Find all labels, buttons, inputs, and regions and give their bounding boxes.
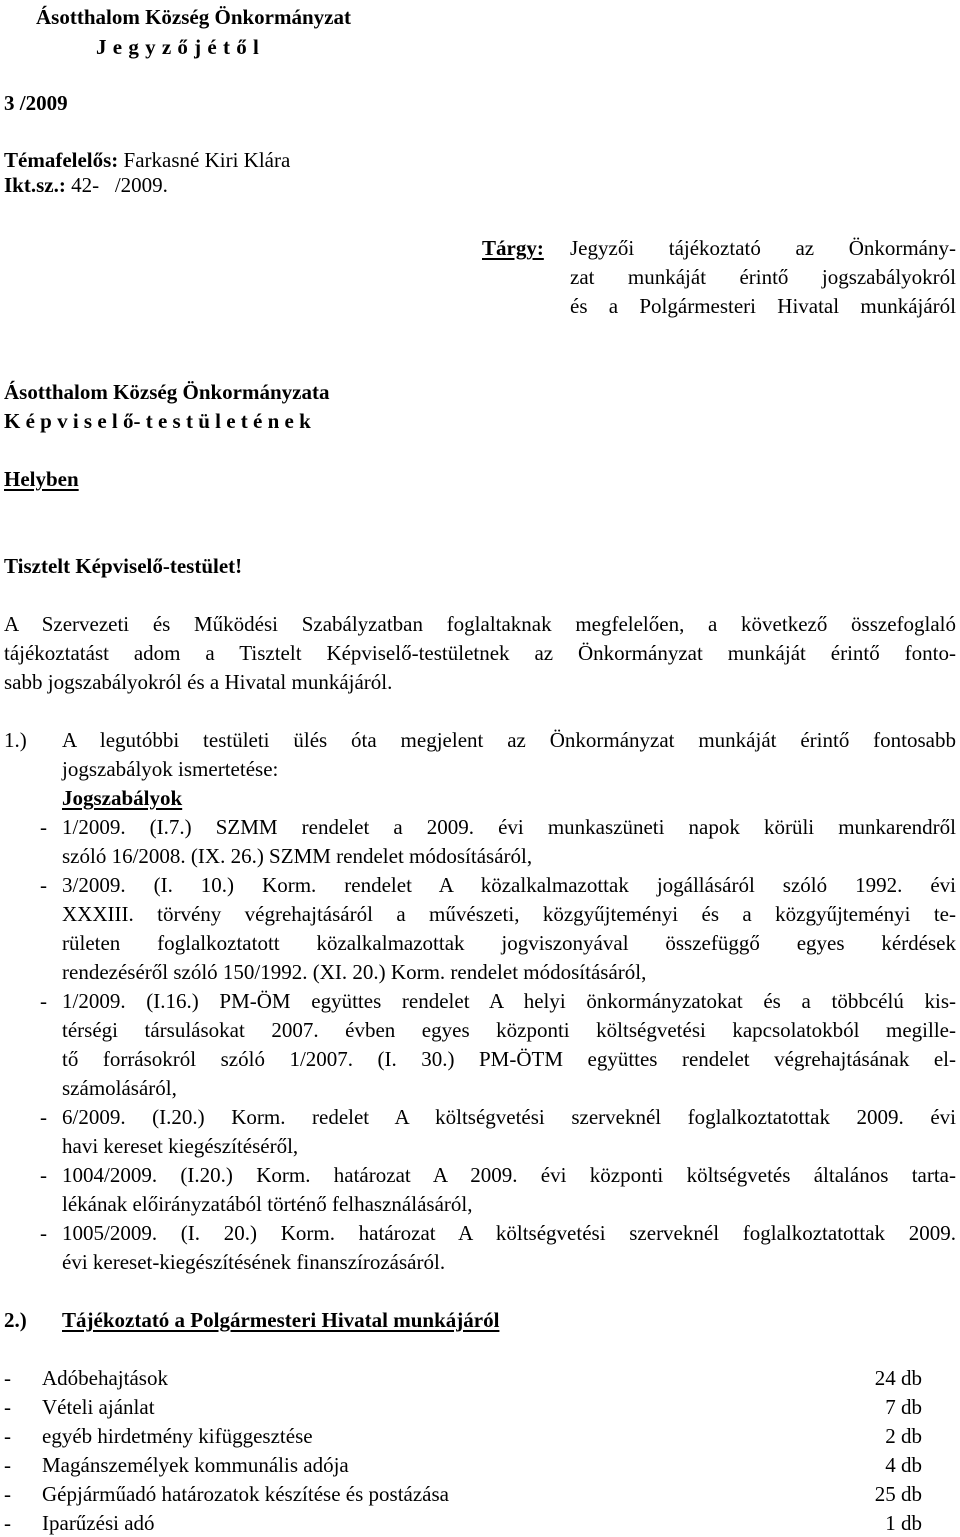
subject-line: zat munkáját érintő jogszabályokról: [570, 265, 956, 289]
work-item-label: Iparűzési adó: [42, 1511, 155, 1535]
list-item: 1/2009. (I.7.) SZMM rendelet a 2009. évi munkaszüneti napok körüli munkarendről: [62, 815, 956, 839]
list-bullet: -: [40, 815, 47, 839]
list-item: tő forrásokról szóló 1/2007. (I. 30.) PM-ÖTM együttes rendelet végrehajtásának el-: [62, 1047, 956, 1071]
list-item: 1/2009. (I.16.) PM-ÖM együttes rendelet A helyi önkormányzatokat és a többcélú kis-: [62, 989, 956, 1013]
section-2-number: 2.): [4, 1308, 27, 1332]
list-bullet: -: [4, 1482, 11, 1506]
list-item: rendezéséről szóló 150/1992. (XI. 20.) Korm. rendelet módosításáról,: [62, 960, 647, 984]
responsible-name: Farkasné Kiri Klára: [123, 148, 291, 172]
list-item: évi kereset-kiegészítésének finanszírozásáról.: [62, 1250, 446, 1274]
list-item: szóló 16/2008. (IX. 26.) SZMM rendelet módosításáról,: [62, 844, 533, 868]
work-item-label: Adóbehajtások: [42, 1366, 168, 1390]
list-bullet: -: [4, 1395, 11, 1419]
list-item: havi kereset kiegészítéséről,: [62, 1134, 299, 1158]
list-item: rületen foglalkoztatott közalkalmazottak jogviszonyával összefüggő egyes kérdések: [62, 931, 956, 955]
list-item: számolásáról,: [62, 1076, 177, 1100]
list-item: 1005/2009. (I. 20.) Korm. határozat A költségvetési szerveknél foglalkoztatottak 2009.: [62, 1221, 956, 1245]
work-item-label: Vételi ajánlat: [42, 1395, 155, 1419]
responsible-person: [4, 147, 290, 173]
list-bullet: -: [4, 1511, 11, 1535]
responsible-label: Témafelelős:: [4, 148, 119, 172]
intro-line: sabb jogszabályokról és a Hivatal munkájáról.: [4, 670, 393, 694]
work-item-label: Gépjárműadó határozatok készítése és postázása: [42, 1482, 449, 1506]
list-bullet: -: [4, 1453, 11, 1477]
document-number: 3 /2009: [4, 91, 68, 115]
section-1-title: jogszabályok ismertetése:: [62, 757, 279, 781]
list-item: lékának előirányzatából történő felhasználásáról,: [62, 1192, 473, 1216]
intro-line: tájékoztatást adom a Tisztelt Képviselő-testületnek az Önkormányzat munkáját érintő fonto-: [4, 641, 956, 665]
from-clerk: J e g y z ő j é t ő l: [96, 35, 260, 59]
work-item-count: 2 db: [885, 1424, 922, 1448]
section-1-title: A legutóbbi testületi ülés óta megjelent az Önkormányzat munkáját érintő fontosabb: [62, 728, 956, 752]
addressee-line: Ásotthalom Község Önkormányzata: [4, 380, 330, 404]
section-1-subheading: Jogszabályok: [62, 786, 183, 810]
list-bullet: -: [40, 1221, 47, 1245]
list-bullet: -: [40, 1163, 47, 1187]
intro-line: A Szervezeti és Működési Szabályzatban foglaltaknak megfelelően, a következő összefoglaló: [4, 612, 956, 636]
work-item-count: 25 db: [874, 1482, 922, 1506]
work-item-label: egyéb hirdetmény kifüggesztése: [42, 1424, 313, 1448]
work-item-count: 24 db: [874, 1366, 922, 1390]
addressee-line: K é p v i s e l ő- t e s t ü l e t é n e k: [4, 409, 311, 433]
work-item-count: 7 db: [885, 1395, 922, 1419]
subject-line: és a Polgármesteri Hivatal munkájáról: [570, 294, 956, 318]
work-item-count: 4 db: [885, 1453, 922, 1477]
list-bullet: -: [40, 873, 47, 897]
salutation: Tisztelt Képviselő-testület!: [4, 554, 243, 578]
work-item-count: 1 db: [885, 1511, 922, 1535]
list-item: 6/2009. (I.20.) Korm. redelet A költségvetési szerveknél foglalkoztatottak 2009. évi: [62, 1105, 956, 1129]
section-2-title: Tájékoztató a Polgármesteri Hivatal munkájáról: [62, 1308, 500, 1332]
section-1-number: 1.): [4, 728, 27, 752]
addressee-place: Helyben: [4, 467, 79, 491]
list-bullet: -: [40, 1105, 47, 1129]
list-item: 1004/2009. (I.20.) Korm. határozat A 2009. évi központi költségvetés általános tarta-: [62, 1163, 956, 1187]
list-bullet: -: [4, 1424, 11, 1448]
list-bullet: -: [40, 989, 47, 1013]
subject-line: Jegyzői tájékoztató az Önkormány-: [570, 236, 956, 260]
municipality-name: Ásotthalom Község Önkormányzat: [36, 5, 351, 29]
list-item: 3/2009. (I. 10.) Korm. rendelet A közalkalmazottak jogállásáról szóló 1992. évi: [62, 873, 956, 897]
list-bullet: -: [4, 1366, 11, 1390]
subject-label: Tárgy:: [482, 236, 544, 260]
work-item-label: Magánszemélyek kommunális adója: [42, 1453, 349, 1477]
registration-label: Ikt.sz.:: [4, 173, 66, 197]
list-item: XXXIII. törvény végrehajtásáról a művészeti, közgyűjteményi és a közgyűjteményi te-: [62, 902, 956, 926]
list-item: térségi társulásokat 2007. évben egyes központi költségvetési kapcsolatokból megille-: [62, 1018, 956, 1042]
registration-number: [4, 172, 168, 198]
registration-value: 42- /2009.: [71, 173, 168, 197]
